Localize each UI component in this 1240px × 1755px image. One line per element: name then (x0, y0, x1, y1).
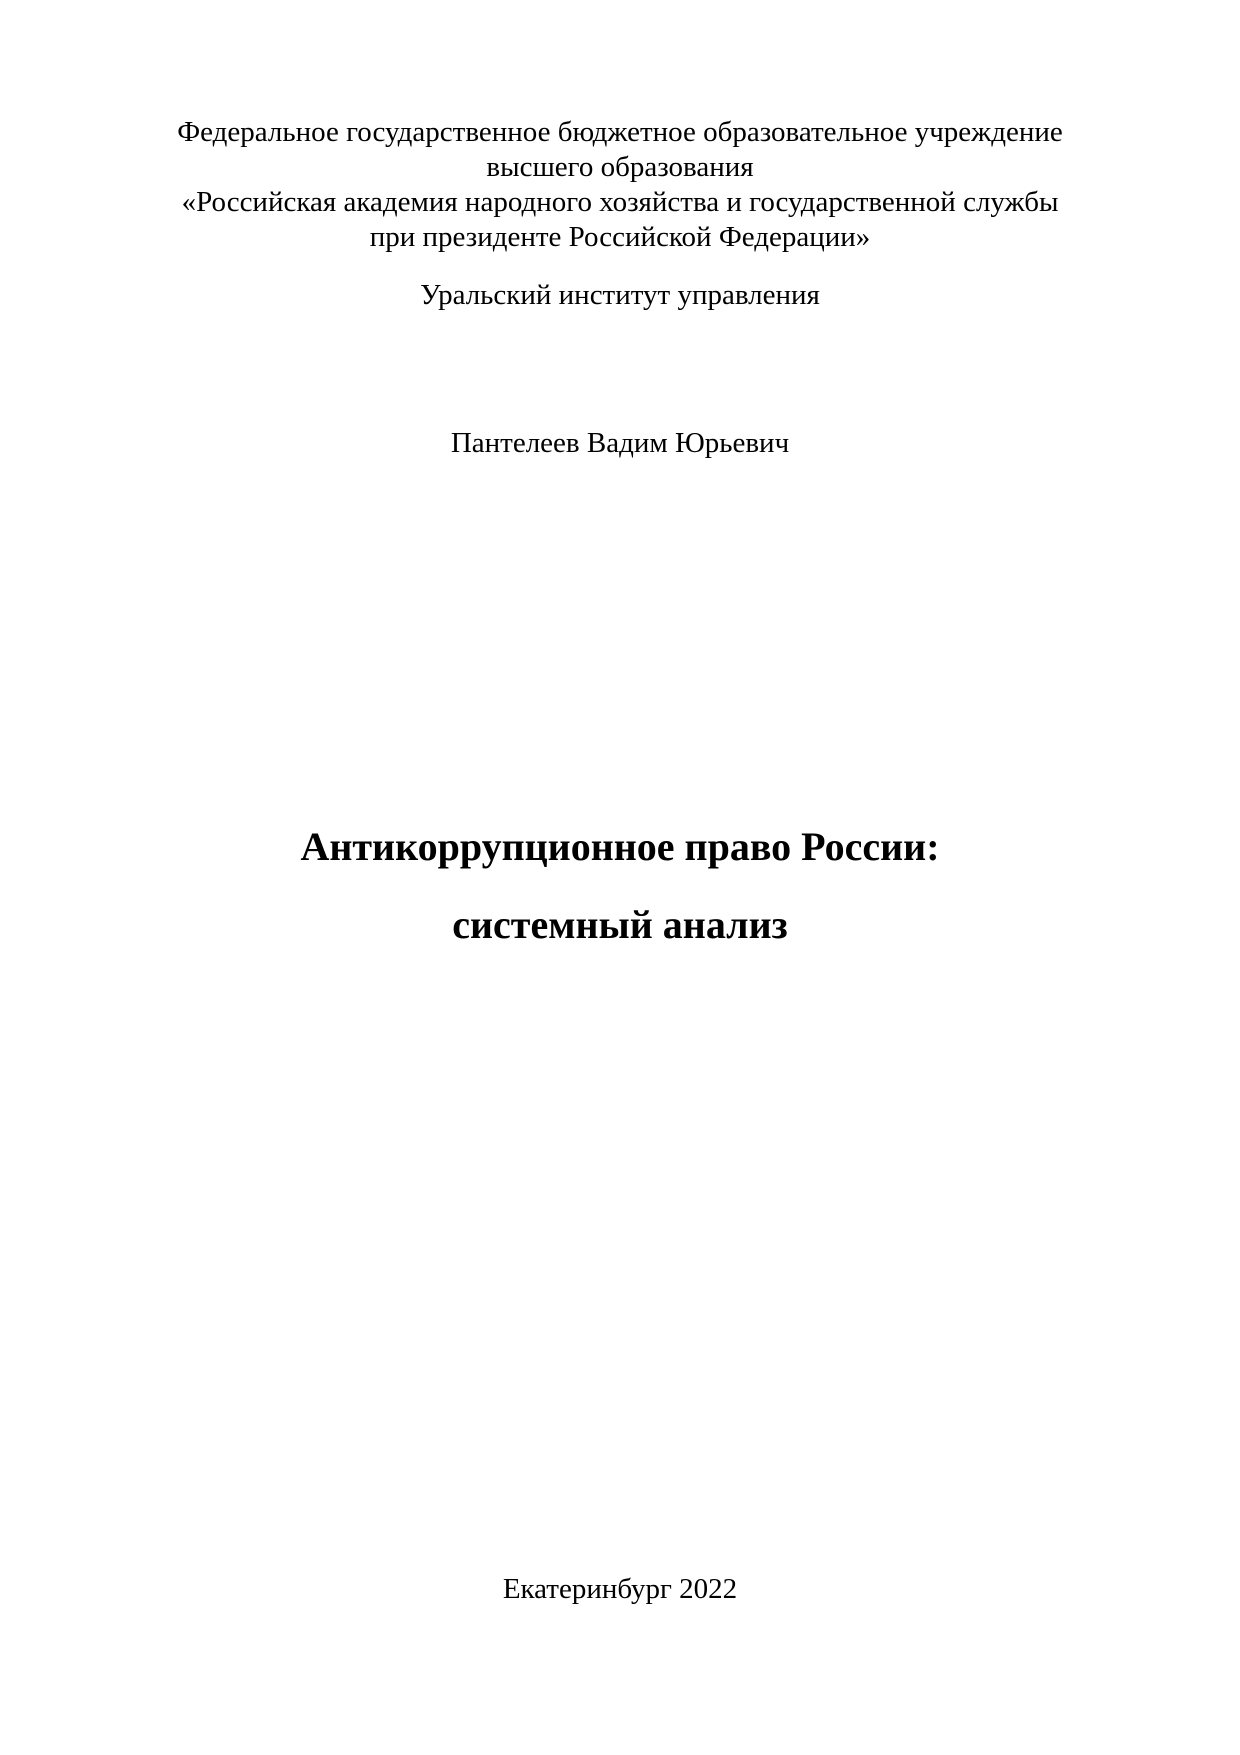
institute-name: Уральский институт управления (420, 279, 820, 311)
document-title (120, 823, 1120, 949)
header-line: при президенте Российской Федерации» (369, 221, 871, 253)
header-line: Федеральное государственное бюджетное образовательное учреждение (177, 116, 1063, 148)
city-year: Екатеринбург 2022 (502, 1573, 738, 1605)
organization-header (120, 115, 1120, 255)
header-line: «Российская академия народного хозяйства и государственной службы (181, 186, 1059, 218)
header-line: высшего образования (486, 151, 754, 183)
title-line: Антикоррупционное право России: (300, 824, 940, 869)
author-name: Пантелеев Вадим Юрьевич (450, 427, 790, 459)
title-line: системный анализ (452, 902, 788, 947)
